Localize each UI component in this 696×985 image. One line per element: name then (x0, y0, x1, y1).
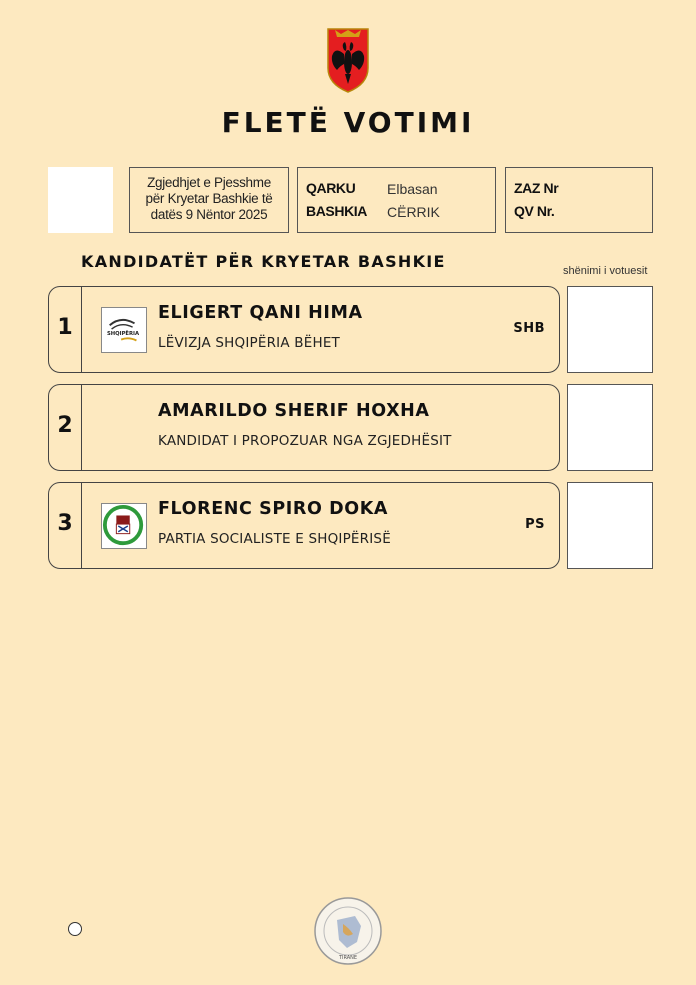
candidate-row-1 (48, 286, 560, 373)
svg-text:TIRANE: TIRANE (338, 955, 358, 961)
candidate-number: 2 (57, 413, 73, 438)
voter-note-label: shënimi i votuesit (563, 265, 648, 277)
ballot-title: FLETË VOTIMI (221, 106, 475, 139)
election-line-1: Zgjedhjet e Pjesshme (147, 175, 271, 190)
party-abbreviation: PS (525, 517, 545, 532)
registration-hole-icon (68, 922, 82, 936)
candidate-party: PARTIA SOCIALISTE E SHQIPËRISË (158, 531, 391, 547)
election-info-box (129, 167, 289, 233)
candidate-name: AMARILDO SHERIF HOXHA (158, 401, 430, 421)
candidate-row-2 (48, 384, 560, 471)
partia-socialiste-logo-icon (101, 503, 147, 549)
qarku-label: QARKU (306, 180, 356, 196)
election-line-3: datës 9 Nëntor 2025 (150, 207, 268, 222)
vote-mark-box-1[interactable] (567, 286, 653, 373)
albania-emblem-icon (325, 26, 371, 94)
candidate-name: ELIGERT QANI HIMA (158, 303, 363, 323)
qv-label: QV Nr. (514, 203, 555, 219)
candidate-name: FLORENC SPIRO DOKA (158, 499, 389, 519)
candidate-party: LËVIZJA SHQIPËRIA BËHET (158, 335, 340, 351)
station-codes-box (505, 167, 653, 233)
candidates-heading: KANDIDATËT PËR KRYETAR BASHKIE (81, 252, 446, 271)
shqiperia-behet-logo-icon (101, 307, 147, 353)
vote-mark-box-2[interactable] (567, 384, 653, 471)
row-divider (81, 385, 82, 470)
location-box (297, 167, 496, 233)
bashkia-value: CËRRIK (387, 204, 440, 220)
bashkia-label: BASHKIA (306, 203, 367, 219)
party-abbreviation: SHB (513, 321, 545, 336)
vote-mark-box-3[interactable] (567, 482, 653, 569)
row-divider (81, 483, 82, 568)
qarku-value: Elbasan (387, 181, 438, 197)
cec-seal-icon (313, 896, 383, 966)
election-line-2: për Kryetar Bashkie të (145, 191, 273, 206)
candidate-number: 1 (57, 315, 73, 340)
candidate-row-3 (48, 482, 560, 569)
candidate-number: 3 (57, 511, 73, 536)
zaz-label: ZAZ Nr (514, 180, 559, 196)
ballot-stamp-box (48, 167, 113, 233)
candidate-party: KANDIDAT I PROPOZUAR NGA ZGJEDHËSIT (158, 433, 452, 449)
svg-text:SHQIPËRIA: SHQIPËRIA (106, 330, 140, 337)
row-divider (81, 287, 82, 372)
